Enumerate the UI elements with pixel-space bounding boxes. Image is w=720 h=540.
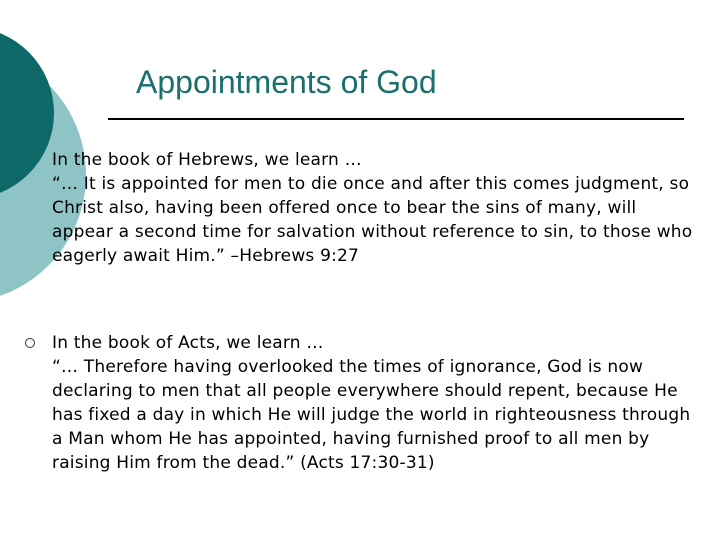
bullet-quote-text: “… It is appointed for men to die once and after this comes judgment, so Christ also, having been offered once to bear the sins of many, will appear a second time for salvation without reference to sin, to those who eagerly await Him.” –Hebrews 9:27 — [52, 174, 693, 266]
bullet-item-acts — [52, 331, 700, 475]
bullet-item-hebrews — [52, 148, 700, 268]
bullet-lead-text: In the book of Acts, we learn … — [52, 333, 324, 353]
title-underline — [108, 118, 684, 120]
bullet-quote-text: “… Therefore having overlooked the times of ignorance, God is now declaring to men that all people everywhere should repent, because He has fixed a day in which He will judge the world in righteousness through a Man whom He has appointed, having furnished proof to all men by raising Him from the dead.” (Acts 17:30-31) — [52, 357, 691, 473]
slide-title: Appointments of God — [136, 64, 437, 100]
bullet-lead-text: In the book of Hebrews, we learn … — [52, 150, 362, 170]
hollow-circle-bullet-icon — [25, 338, 35, 348]
